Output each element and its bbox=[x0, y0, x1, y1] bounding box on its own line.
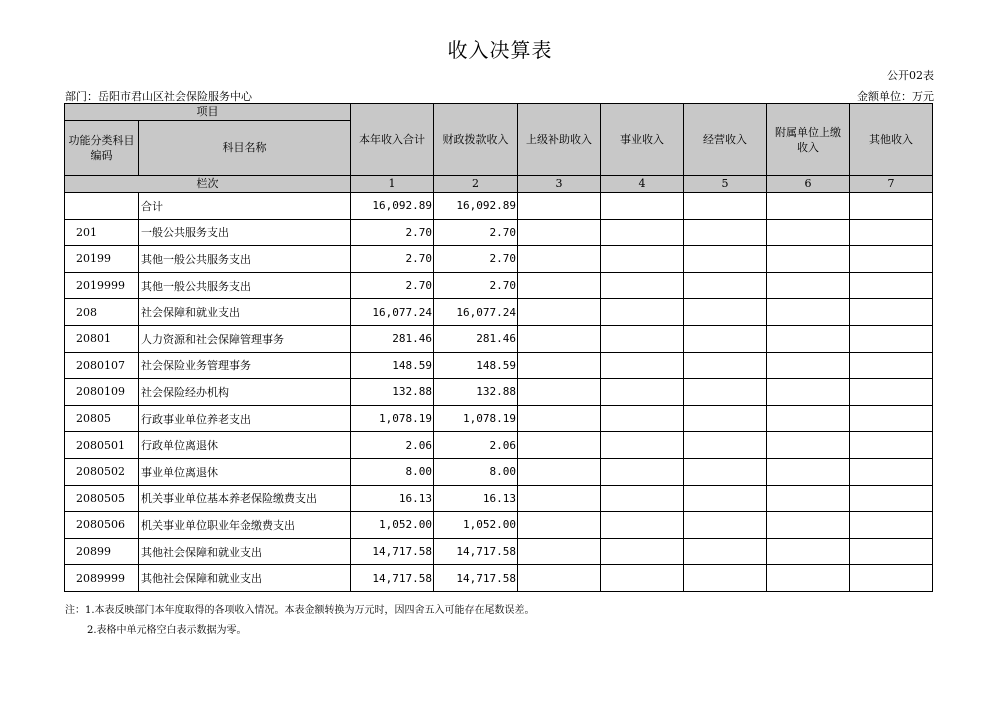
superior-income-cell bbox=[518, 379, 601, 406]
total-income-cell: 1,052.00 bbox=[351, 512, 434, 539]
total-income-cell: 16,092.89 bbox=[351, 193, 434, 220]
table-body bbox=[65, 193, 933, 592]
header-function-code: 功能分类科目编码 bbox=[65, 121, 139, 176]
superior-income-cell bbox=[518, 272, 601, 299]
total-income-cell: 2.70 bbox=[351, 219, 434, 246]
subject-name-cell: 社会保险业务管理事务 bbox=[139, 352, 351, 379]
other-income-cell bbox=[850, 219, 933, 246]
function-code-cell: 20801 bbox=[65, 325, 139, 352]
header-total: 本年收入合计 bbox=[351, 104, 434, 176]
income-table bbox=[64, 103, 933, 592]
header-affiliate: 附属单位上缴收入 bbox=[767, 104, 850, 176]
header-item: 项目 bbox=[65, 104, 351, 121]
fiscal-income-cell: 2.06 bbox=[434, 432, 518, 459]
col-number: 5 bbox=[684, 176, 767, 193]
document-code: 公开02表 bbox=[887, 69, 934, 82]
subject-name-cell: 行政单位离退休 bbox=[139, 432, 351, 459]
affiliate-income-cell bbox=[767, 219, 850, 246]
function-code-cell: 2080107 bbox=[65, 352, 139, 379]
other-income-cell bbox=[850, 458, 933, 485]
subject-name-cell: 社会保险经办机构 bbox=[139, 379, 351, 406]
affiliate-income-cell bbox=[767, 538, 850, 565]
business-income-cell bbox=[601, 565, 684, 592]
fiscal-income-cell: 1,052.00 bbox=[434, 512, 518, 539]
operation-income-cell bbox=[684, 352, 767, 379]
table-row bbox=[65, 193, 933, 220]
affiliate-income-cell bbox=[767, 246, 850, 273]
operation-income-cell bbox=[684, 325, 767, 352]
total-income-cell: 2.70 bbox=[351, 272, 434, 299]
operation-income-cell bbox=[684, 272, 767, 299]
total-income-cell: 281.46 bbox=[351, 325, 434, 352]
affiliate-income-cell bbox=[767, 405, 850, 432]
operation-income-cell bbox=[684, 219, 767, 246]
operation-income-cell bbox=[684, 299, 767, 326]
other-income-cell bbox=[850, 379, 933, 406]
subject-name-cell: 其他社会保障和就业支出 bbox=[139, 565, 351, 592]
function-code-cell: 20899 bbox=[65, 538, 139, 565]
other-income-cell bbox=[850, 352, 933, 379]
amount-unit-label: 金额单位：万元 bbox=[857, 90, 934, 103]
other-income-cell bbox=[850, 246, 933, 273]
fiscal-income-cell: 14,717.58 bbox=[434, 538, 518, 565]
superior-income-cell bbox=[518, 485, 601, 512]
other-income-cell bbox=[850, 538, 933, 565]
superior-income-cell bbox=[518, 458, 601, 485]
function-code-cell: 2080502 bbox=[65, 458, 139, 485]
affiliate-income-cell bbox=[767, 458, 850, 485]
table-row bbox=[65, 352, 933, 379]
superior-income-cell bbox=[518, 193, 601, 220]
table-row bbox=[65, 379, 933, 406]
total-income-cell: 14,717.58 bbox=[351, 565, 434, 592]
total-income-cell: 2.70 bbox=[351, 246, 434, 273]
superior-income-cell bbox=[518, 352, 601, 379]
superior-income-cell bbox=[518, 432, 601, 459]
subject-name-cell: 其他社会保障和就业支出 bbox=[139, 538, 351, 565]
fiscal-income-cell: 2.70 bbox=[434, 219, 518, 246]
header-operation: 经营收入 bbox=[684, 104, 767, 176]
other-income-cell bbox=[850, 565, 933, 592]
total-income-cell: 148.59 bbox=[351, 352, 434, 379]
fiscal-income-cell: 2.70 bbox=[434, 272, 518, 299]
total-income-cell: 8.00 bbox=[351, 458, 434, 485]
function-code-cell: 20199 bbox=[65, 246, 139, 273]
business-income-cell bbox=[601, 379, 684, 406]
table-row bbox=[65, 246, 933, 273]
other-income-cell bbox=[850, 193, 933, 220]
affiliate-income-cell bbox=[767, 352, 850, 379]
other-income-cell bbox=[850, 432, 933, 459]
header-business: 事业收入 bbox=[601, 104, 684, 176]
header-other: 其他收入 bbox=[850, 104, 933, 176]
superior-income-cell bbox=[518, 512, 601, 539]
header-column-index: 栏次 bbox=[65, 176, 351, 193]
business-income-cell bbox=[601, 432, 684, 459]
function-code-cell: 2080109 bbox=[65, 379, 139, 406]
function-code-cell: 2089999 bbox=[65, 565, 139, 592]
table-row bbox=[65, 299, 933, 326]
affiliate-income-cell bbox=[767, 512, 850, 539]
page-title: 收入决算表 bbox=[447, 38, 553, 62]
table-row bbox=[65, 565, 933, 592]
subject-name-cell: 行政事业单位养老支出 bbox=[139, 405, 351, 432]
affiliate-income-cell bbox=[767, 193, 850, 220]
subject-name-cell: 人力资源和社会保障管理事务 bbox=[139, 325, 351, 352]
header-superior: 上级补助收入 bbox=[518, 104, 601, 176]
business-income-cell bbox=[601, 325, 684, 352]
affiliate-income-cell bbox=[767, 299, 850, 326]
subject-name-cell: 一般公共服务支出 bbox=[139, 219, 351, 246]
other-income-cell bbox=[850, 299, 933, 326]
affiliate-income-cell bbox=[767, 565, 850, 592]
business-income-cell bbox=[601, 246, 684, 273]
col-number: 7 bbox=[850, 176, 933, 193]
other-income-cell bbox=[850, 325, 933, 352]
other-income-cell bbox=[850, 405, 933, 432]
table-row bbox=[65, 432, 933, 459]
function-code-cell bbox=[65, 193, 139, 220]
business-income-cell bbox=[601, 219, 684, 246]
function-code-cell: 208 bbox=[65, 299, 139, 326]
operation-income-cell bbox=[684, 405, 767, 432]
col-number: 6 bbox=[767, 176, 850, 193]
table-row bbox=[65, 458, 933, 485]
col-number: 1 bbox=[351, 176, 434, 193]
operation-income-cell bbox=[684, 193, 767, 220]
business-income-cell bbox=[601, 458, 684, 485]
affiliate-income-cell bbox=[767, 485, 850, 512]
note-1: 注：1.本表反映部门本年度取得的各项收入情况。本表金额转换为万元时，因四舍五入可能存在尾数误差。 bbox=[65, 605, 535, 616]
superior-income-cell bbox=[518, 219, 601, 246]
operation-income-cell bbox=[684, 432, 767, 459]
affiliate-income-cell bbox=[767, 379, 850, 406]
fiscal-income-cell: 8.00 bbox=[434, 458, 518, 485]
table-row bbox=[65, 219, 933, 246]
superior-income-cell bbox=[518, 299, 601, 326]
business-income-cell bbox=[601, 352, 684, 379]
fiscal-income-cell: 2.70 bbox=[434, 246, 518, 273]
fiscal-income-cell: 148.59 bbox=[434, 352, 518, 379]
function-code-cell: 2019999 bbox=[65, 272, 139, 299]
fiscal-income-cell: 281.46 bbox=[434, 325, 518, 352]
total-income-cell: 16,077.24 bbox=[351, 299, 434, 326]
function-code-cell: 201 bbox=[65, 219, 139, 246]
fiscal-income-cell: 14,717.58 bbox=[434, 565, 518, 592]
fiscal-income-cell: 132.88 bbox=[434, 379, 518, 406]
table-row bbox=[65, 405, 933, 432]
operation-income-cell bbox=[684, 565, 767, 592]
department-label: 部门：岳阳市君山区社会保险服务中心 bbox=[65, 90, 252, 103]
table-row bbox=[65, 512, 933, 539]
total-income-cell: 132.88 bbox=[351, 379, 434, 406]
business-income-cell bbox=[601, 299, 684, 326]
function-code-cell: 20805 bbox=[65, 405, 139, 432]
other-income-cell bbox=[850, 485, 933, 512]
total-income-cell: 2.06 bbox=[351, 432, 434, 459]
col-number: 4 bbox=[601, 176, 684, 193]
superior-income-cell bbox=[518, 246, 601, 273]
subject-name-cell: 社会保障和就业支出 bbox=[139, 299, 351, 326]
business-income-cell bbox=[601, 485, 684, 512]
fiscal-income-cell: 16.13 bbox=[434, 485, 518, 512]
total-income-cell: 1,078.19 bbox=[351, 405, 434, 432]
business-income-cell bbox=[601, 193, 684, 220]
total-income-cell: 14,717.58 bbox=[351, 538, 434, 565]
col-number: 3 bbox=[518, 176, 601, 193]
table-row bbox=[65, 538, 933, 565]
header-subject-name: 科目名称 bbox=[139, 121, 351, 176]
fiscal-income-cell: 16,077.24 bbox=[434, 299, 518, 326]
header-fiscal: 财政拨款收入 bbox=[434, 104, 518, 176]
fiscal-income-cell: 16,092.89 bbox=[434, 193, 518, 220]
other-income-cell bbox=[850, 272, 933, 299]
subject-name-cell: 事业单位离退休 bbox=[139, 458, 351, 485]
subject-name-cell: 其他一般公共服务支出 bbox=[139, 246, 351, 273]
operation-income-cell bbox=[684, 538, 767, 565]
col-number: 2 bbox=[434, 176, 518, 193]
table-row bbox=[65, 272, 933, 299]
affiliate-income-cell bbox=[767, 325, 850, 352]
total-income-cell: 16.13 bbox=[351, 485, 434, 512]
note-2: 2.表格中单元格空白表示数据为零。 bbox=[87, 625, 247, 636]
table-row bbox=[65, 325, 933, 352]
subject-name-cell: 合计 bbox=[139, 193, 351, 220]
subject-name-cell: 机关事业单位职业年金缴费支出 bbox=[139, 512, 351, 539]
business-income-cell bbox=[601, 538, 684, 565]
function-code-cell: 2080501 bbox=[65, 432, 139, 459]
superior-income-cell bbox=[518, 325, 601, 352]
table-row bbox=[65, 485, 933, 512]
operation-income-cell bbox=[684, 485, 767, 512]
operation-income-cell bbox=[684, 458, 767, 485]
affiliate-income-cell bbox=[767, 272, 850, 299]
superior-income-cell bbox=[518, 405, 601, 432]
subject-name-cell: 机关事业单位基本养老保险缴费支出 bbox=[139, 485, 351, 512]
function-code-cell: 2080505 bbox=[65, 485, 139, 512]
fiscal-income-cell: 1,078.19 bbox=[434, 405, 518, 432]
function-code-cell: 2080506 bbox=[65, 512, 139, 539]
business-income-cell bbox=[601, 272, 684, 299]
operation-income-cell bbox=[684, 246, 767, 273]
subject-name-cell: 其他一般公共服务支出 bbox=[139, 272, 351, 299]
superior-income-cell bbox=[518, 565, 601, 592]
affiliate-income-cell bbox=[767, 432, 850, 459]
superior-income-cell bbox=[518, 538, 601, 565]
business-income-cell bbox=[601, 405, 684, 432]
operation-income-cell bbox=[684, 379, 767, 406]
business-income-cell bbox=[601, 512, 684, 539]
other-income-cell bbox=[850, 512, 933, 539]
operation-income-cell bbox=[684, 512, 767, 539]
